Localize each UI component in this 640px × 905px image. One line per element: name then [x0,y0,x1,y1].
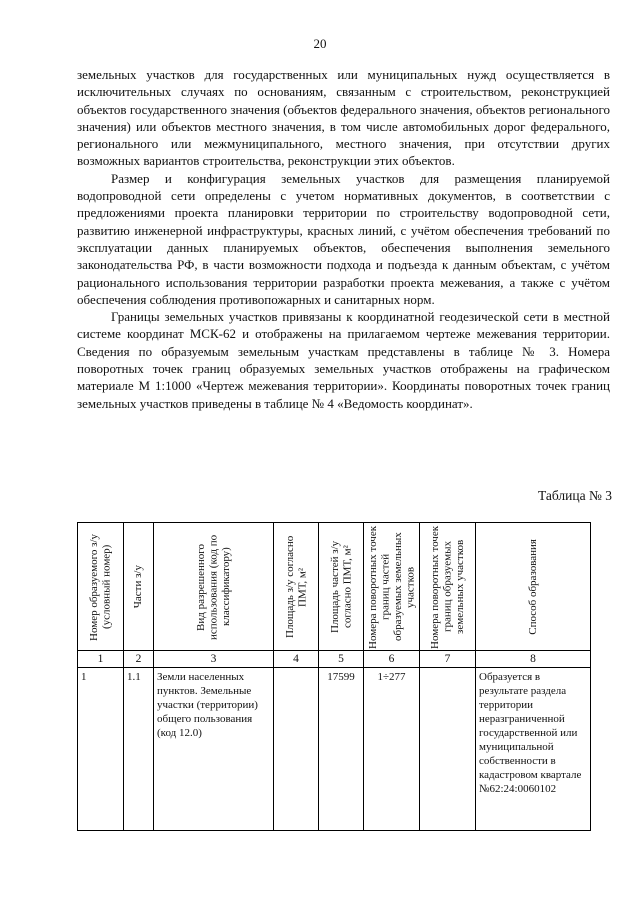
header-cell [364,523,420,651]
header-cell [319,523,364,651]
header-plot-parts: Части з/у [132,564,145,609]
table-header-row [78,523,591,651]
header-cell [274,523,319,651]
column-number: 5 [319,651,364,668]
cell-plot-number: 1 [78,668,124,831]
paragraph-1: земельных участков для государственных или муниципальных нужд осуществляется в исключительных случаях по основаниям, связанным с строительством, реконструкцией объектов государственного значения (объектов федерального значения, объектов регионального значения) или объектов местного значения, в том числе автомобильных дорог федерального, регионального или межмуниципального, местного значения, при отсутствии других возможных вариантов строительства, реконструкции этих объектов. [77,67,610,169]
land-plots-table [77,522,591,831]
cell-permitted-use: Земли населенных пунктов. Земельные участки (территории) общего пользования (код 12.0) [154,668,274,831]
header-parts-area: Площадь частей з/у согласно ПМТ, м² [328,540,353,633]
header-cell [420,523,476,651]
header-plot-points: Номера поворотных точек границ образуемых земельных участков [428,524,466,649]
cell-formation-method: Образуется в результате раздела территории неразграниченной государственной или муниципальной собственности в кадастровом квартале №62:24:0060102 [476,668,591,831]
header-formation-method: Способ образования [526,538,539,635]
header-cell [154,523,274,651]
header-plot-area: Площадь з/у согласно ПМТ, м² [283,535,308,638]
column-number: 4 [274,651,319,668]
column-number: 1 [78,651,124,668]
paragraph-2: Размер и конфигурация земельных участков для размещения планируемой водопроводной сети определены с учетом нормативных документов, в соответствии с предложениями проекта планировки территории по строительству водопроводной сети, развитию инженерной инфраструктуры, красных линий, с учётом обеспечения требований по эксплуатации данных планируемых объектов, обеспечения выполнения земельного законодательства РФ, в части возможности подхода и подъезда к данным объектам, с учётом рационального использования территории разработки проекта межевания, а также с учётом обеспечения соблюдения противопожарных и санитарных норм. [77,170,610,307]
header-plot-number: Номер образуемого з/у (условный номер) [88,533,113,641]
cell-plot-points [420,668,476,831]
table-row [78,668,591,831]
cell-part-area: 17599 [319,668,364,831]
header-permitted-use: Вид разрешенного использования (код по классификатору) [194,533,232,640]
column-number: 6 [364,651,420,668]
paragraph-3: Границы земельных участков привязаны к координатной геодезической сети в местной системе координат МСК-62 и отображены на прилагаемом чертеже межевания территории. Сведения по образуемым земельным участкам представлены в таблице № 3. Номера поворотных точек границ образуемых земельных участков отображены на графическом материале М 1:1000 «Чертеж межевания территории». Координаты поворотных точек границ земельных участков приведены в таблице № 4 «Ведомость координат». [77,309,610,411]
header-cell [124,523,154,651]
page-number: 20 [313,36,327,51]
header-cell [476,523,591,651]
body-text [77,66,610,412]
cell-plot-part: 1.1 [124,668,154,831]
header-cell [78,523,124,651]
column-number: 8 [476,651,591,668]
column-number: 7 [420,651,476,668]
cell-part-points: 1÷277 [364,668,420,831]
column-number: 3 [154,651,274,668]
table-caption: Таблица № 3 [538,488,612,503]
column-number-row [78,651,591,668]
cell-plot-area [274,668,319,831]
header-parts-points: Номера поворотных точек границ частей образуемых земельных участков [366,524,416,649]
column-number: 2 [124,651,154,668]
